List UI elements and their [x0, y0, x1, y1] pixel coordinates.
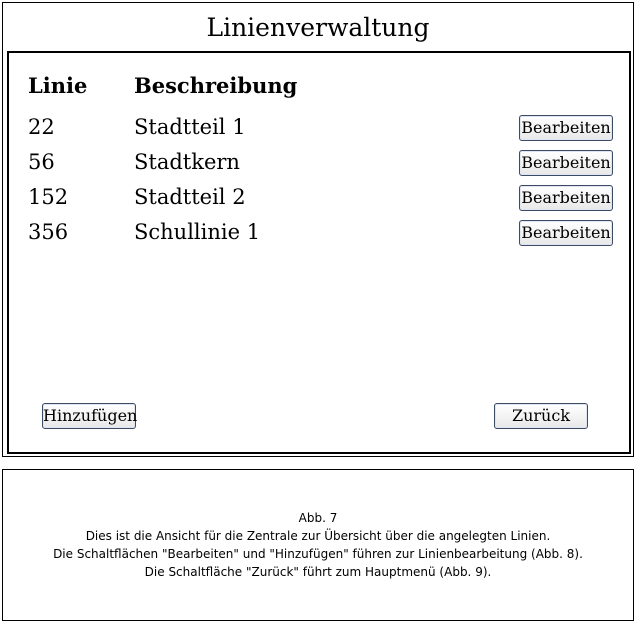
- app-window: [2, 2, 634, 457]
- line-description: Stadtkern: [134, 150, 240, 174]
- edit-line-button[interactable]: Bearbeiten: [519, 115, 613, 141]
- caption-figure-label: Abb. 7: [298, 511, 338, 525]
- column-header-description: Beschreibung: [134, 73, 298, 98]
- line-description: Stadtteil 1: [134, 115, 246, 139]
- line-description: Stadtteil 2: [134, 185, 246, 209]
- line-number: 356: [28, 220, 69, 244]
- column-header-line: Linie: [28, 73, 88, 98]
- caption-line: Die Schaltflächen "Bearbeiten" und "Hinzufügen" führen zur Linienbearbeitung (Abb. 8).: [53, 547, 583, 561]
- edit-line-button[interactable]: Bearbeiten: [519, 150, 613, 176]
- figure-caption: [2, 469, 634, 621]
- line-description: Schullinie 1: [134, 220, 261, 244]
- table-row: [9, 183, 629, 213]
- table-row: [9, 113, 629, 143]
- window-title: Linienverwaltung: [206, 13, 430, 42]
- add-line-button[interactable]: Hinzufügen: [42, 403, 136, 429]
- table-row: [9, 218, 629, 248]
- edit-line-button[interactable]: Bearbeiten: [519, 220, 613, 246]
- line-number: 152: [28, 185, 69, 209]
- edit-line-button[interactable]: Bearbeiten: [519, 185, 613, 211]
- line-number: 22: [28, 115, 55, 139]
- back-button[interactable]: Zurück: [494, 403, 588, 429]
- caption-line: Dies ist die Ansicht für die Zentrale zur Übersicht über die angelegten Linien.: [85, 529, 551, 543]
- table-row: [9, 148, 629, 178]
- caption-line: Die Schaltfläche "Zurück" führt zum Hauptmenü (Abb. 9).: [144, 565, 492, 579]
- line-number: 56: [28, 150, 55, 174]
- line-list-panel: [7, 51, 631, 454]
